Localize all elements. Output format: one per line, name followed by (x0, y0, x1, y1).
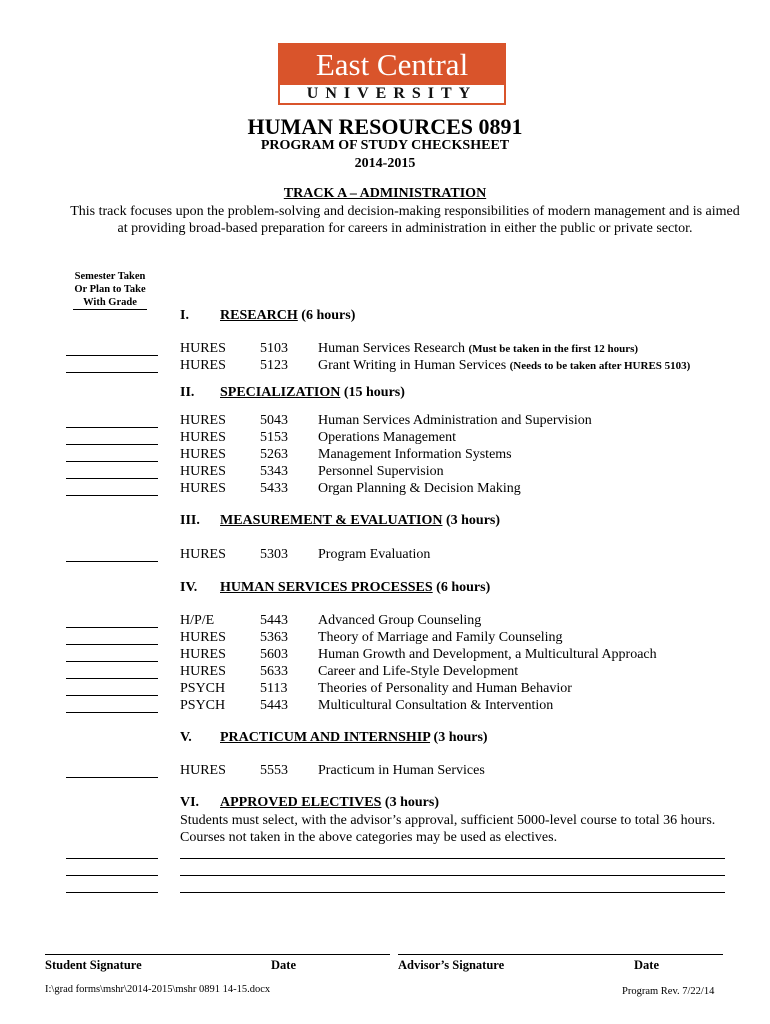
semester-blank[interactable] (66, 495, 158, 496)
page-subtitle: PROGRAM OF STUDY CHECKSHEET (260, 138, 510, 153)
course-name: Management Information Systems (318, 447, 512, 462)
course-dept: HURES (180, 464, 226, 479)
section-number: I. (180, 308, 189, 323)
program-revision: Program Rev. 7/22/14 (622, 986, 715, 997)
section-number: VI. (180, 795, 200, 810)
course-code: 5123 (260, 358, 288, 373)
section-number: II. (180, 385, 195, 400)
course-dept: HURES (180, 664, 226, 679)
course-dept: HURES (180, 447, 226, 462)
elective-course-line[interactable] (180, 858, 725, 859)
course-name: Personnel Supervision (318, 464, 444, 479)
section-number: V. (180, 730, 192, 745)
course-dept: HURES (180, 413, 226, 428)
section-hours: (3 hours) (445, 513, 501, 528)
course-code: 5303 (260, 547, 288, 562)
semester-blank[interactable] (66, 875, 158, 876)
course-dept: HURES (180, 763, 226, 778)
semester-blank[interactable] (66, 777, 158, 778)
semester-blank[interactable] (66, 627, 158, 628)
semester-blank[interactable] (66, 712, 158, 713)
course-code: 5433 (260, 481, 288, 496)
course-code: 5043 (260, 413, 288, 428)
course-dept: PSYCH (180, 681, 226, 696)
student-date-label: Date (271, 958, 296, 972)
course-dept: HURES (180, 430, 226, 445)
course-name: Operations Management (318, 430, 457, 445)
section-title: MEASUREMENT & EVALUATION (220, 513, 443, 528)
course-name: Grant Writing in Human Services (318, 358, 507, 373)
column-header-line3: With Grade (73, 296, 147, 310)
page-title: HUMAN RESOURCES 0891 (247, 114, 523, 139)
course-name: Career and Life-Style Development (318, 664, 519, 679)
section-hours: (6 hours) (436, 580, 491, 595)
section-hours: (15 hours) (343, 385, 405, 400)
course-dept: HURES (180, 647, 226, 662)
student-signature-line[interactable] (45, 954, 390, 955)
elective-course-line[interactable] (180, 875, 725, 876)
section-title: SPECIALIZATION (220, 385, 341, 400)
elective-course-line[interactable] (180, 892, 725, 893)
electives-description: Students must select, with the advisor’s approval, sufficient 5000-level course to total 36 hours. Courses not taken in the above categories may be used as electives. (180, 813, 716, 845)
course-name: Theory of Marriage and Family Counseling (318, 630, 563, 645)
semester-blank[interactable] (66, 478, 158, 479)
course-code: 5633 (260, 664, 288, 679)
semester-blank[interactable] (66, 858, 158, 859)
course-name: Human Growth and Development, a Multicultural Approach (318, 647, 657, 662)
advisor-signature-label: Advisor’s Signature (398, 958, 505, 972)
section-title: HUMAN SERVICES PROCESSES (220, 580, 433, 595)
course-code: 5603 (260, 647, 288, 662)
track-description: This track focuses upon the problem-solving and decision-making responsibilities of modern management and is aimed at providing broad-based preparation for careers in administration in either the public or private sector. (70, 204, 740, 236)
column-header-line1: Semester Taken (74, 271, 146, 282)
course-name: Human Services Administration and Supervision (318, 413, 592, 428)
course-code: 5443 (260, 698, 288, 713)
semester-blank[interactable] (66, 427, 158, 428)
track-title: TRACK A – ADMINISTRATION (283, 186, 487, 201)
course-code: 5363 (260, 630, 288, 645)
course-dept: HURES (180, 630, 226, 645)
semester-blank[interactable] (66, 661, 158, 662)
course-note: (Must be taken in the first 12 hours) (468, 343, 639, 355)
course-code: 5103 (260, 341, 288, 356)
section-title: PRACTICUM AND INTERNSHIP (220, 730, 431, 745)
logo-frame (278, 43, 506, 105)
section-number: III. (180, 513, 200, 528)
semester-blank[interactable] (66, 444, 158, 445)
course-name: Multicultural Consultation & Intervention (318, 698, 554, 713)
course-code: 5443 (260, 613, 288, 628)
course-code: 5153 (260, 430, 288, 445)
section-title: RESEARCH (220, 308, 298, 323)
course-code: 5343 (260, 464, 288, 479)
semester-column-header (60, 270, 160, 310)
course-dept: HURES (180, 341, 226, 356)
logo-name: East Central (280, 45, 504, 85)
course-name: Theories of Personality and Human Behavior (318, 681, 572, 696)
semester-blank[interactable] (66, 561, 158, 562)
course-dept: PSYCH (180, 698, 226, 713)
section-hours: (6 hours) (301, 308, 356, 323)
course-code: 5263 (260, 447, 288, 462)
course-dept: HURES (180, 358, 226, 373)
course-code: 5113 (260, 681, 288, 696)
column-header-line2: Or Plan to Take (74, 284, 146, 295)
section-number: IV. (180, 580, 198, 595)
logo-subname: UNIVERSITY (306, 85, 478, 102)
section-hours: (3 hours) (433, 730, 488, 745)
university-logo (280, 45, 504, 103)
course-name: Organ Planning & Decision Making (318, 481, 521, 496)
academic-year: 2014-2015 (354, 156, 416, 171)
student-signature-label: Student Signature (45, 958, 142, 972)
course-name: Program Evaluation (318, 547, 431, 562)
semester-blank[interactable] (66, 695, 158, 696)
semester-blank[interactable] (66, 678, 158, 679)
section-hours: (3 hours) (384, 795, 439, 810)
semester-blank[interactable] (66, 355, 158, 356)
semester-blank[interactable] (66, 372, 158, 373)
section-title: APPROVED ELECTIVES (220, 795, 382, 810)
course-dept: H/P/E (180, 613, 215, 628)
semester-blank[interactable] (66, 892, 158, 893)
course-dept: HURES (180, 481, 226, 496)
course-name: Advanced Group Counseling (318, 613, 482, 628)
advisor-signature-line[interactable] (398, 954, 723, 955)
course-note: (Needs to be taken after HURES 5103) (509, 360, 691, 372)
course-dept: HURES (180, 547, 226, 562)
semester-blank[interactable] (66, 644, 158, 645)
course-name: Practicum in Human Services (318, 763, 485, 778)
semester-blank[interactable] (66, 461, 158, 462)
file-path: I:\grad forms\mshr\2014-2015\mshr 0891 14-15.docx (45, 984, 271, 995)
advisor-date-label: Date (634, 958, 659, 972)
course-code: 5553 (260, 763, 288, 778)
course-name: Human Services Research (318, 341, 465, 356)
